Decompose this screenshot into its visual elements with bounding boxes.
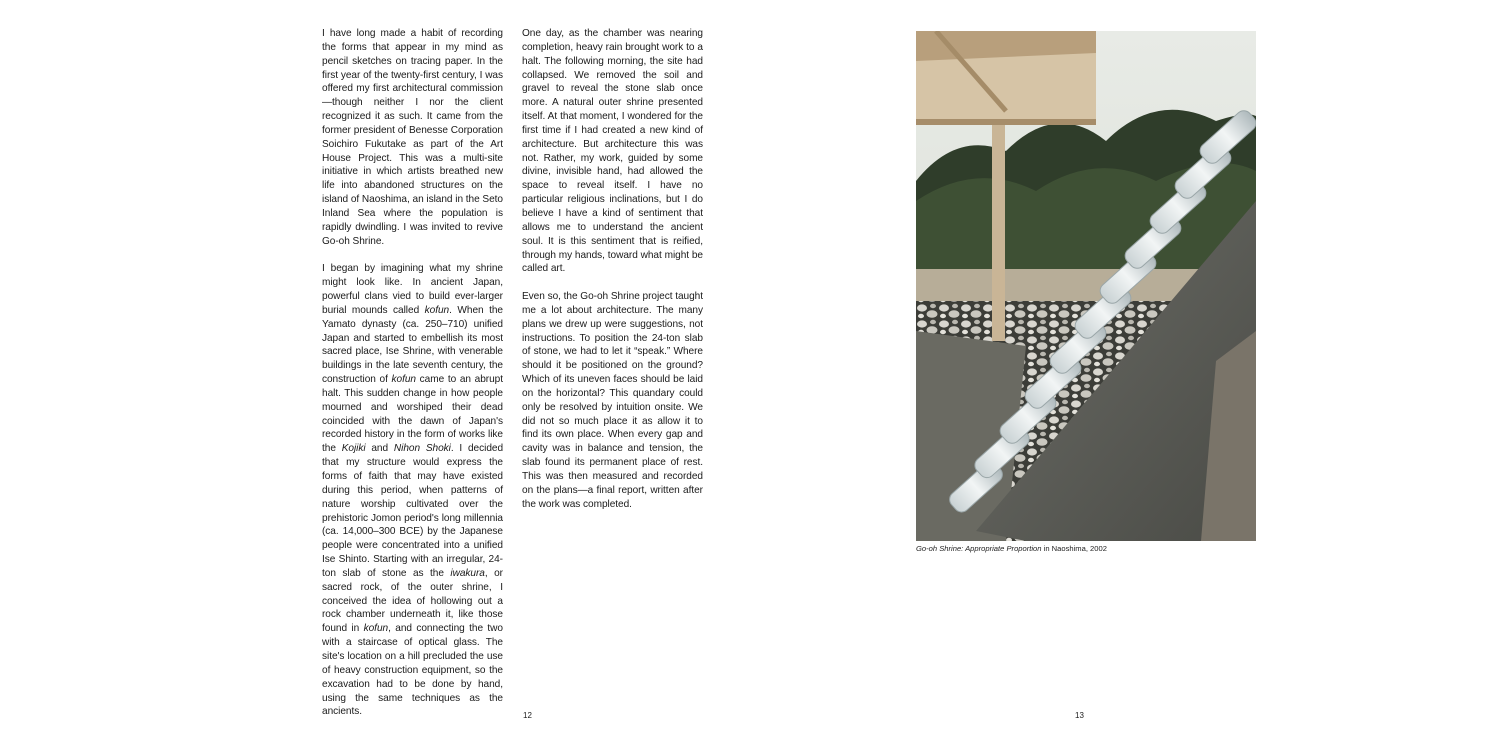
paragraph: Even so, the Go-oh Shrine project taught me a lot about architecture. The many plans we drew up were suggestions, not instructions. To position the 24-ton slab of stone, we had to let it “speak.” Where should it be positioned on the ground? Which of its uneven faces should be laid on the horizontal? This quandary could only be resolved by intuition onsite. We did not so much place it as allow it to find its own place. When every gap and cavity was in balance and tension, the slab found its permanent place of rest. This was then measured and recorded on the plans—a final report, written after the work was completed.: [522, 291, 703, 510]
caption-title: Go-oh Shrine: Appropriate Proportion: [916, 544, 1042, 553]
text-column-left: [322, 27, 503, 733]
page-number-left: 12: [523, 711, 532, 720]
italic-term: kofun: [424, 304, 450, 316]
italic-title: Nihon Shoki: [393, 443, 451, 455]
paragraph: I began by imagining what my shrine might look like. In ancient Japan, powerful clans vied to build ever-larger burial mounds called kofun. When the Yamato dynasty (ca. 250–710) unified Japan and started to embellish its most sacred place, Ise Shrine, with venerable buildings in the late seventh century, the construction of kofun came to an abrupt halt. This sudden change in how people mourned and worshiped their dead coincided with the dawn of Japan's recorded history in the form of works like the Kojiki and Nihon Shoki. I decided that my structure would express the forms of faith that may have existed during this period, when patterns of nature worship cultivated over the prehistoric Jomon period's long millennia (ca. 14,000–300 BCE) by the Japanese people were concentrated into a unified Ise Shinto. Starting with an irregular, 24-ton slab of stone as the iwakura, or sacred rock, of the outer shrine, I conceived the idea of hollowing out a rock chamber underneath it, like those found in kofun, and connecting the two with a staircase of optical glass. The site's location on a hill precluded the use of heavy construction equipment, so the excavation had to be done by hand, using the same techniques as the ancients.: [322, 263, 504, 718]
photo-caption: [916, 544, 1107, 554]
text-column-right: [522, 27, 703, 525]
paragraph: I have long made a habit of recording the forms that appear in my mind as pencil sketches on tracing paper. In the first year of the twenty-first century, I was offered my first architectural commission—though neither I nor the client recognized it as such. It came from the former president of Benesse Corporation Soichiro Fukutake as part of the Art House Project. This was a multi-site initiative in which artists breathed new life into abandoned structures on the island of Naoshima, an island in the Seto Inland Sea where the population is rapidly dwindling. I was invited to revive Go-oh Shrine.: [322, 28, 503, 247]
italic-term: kofun: [363, 623, 389, 635]
italic-title: Kojiki: [341, 443, 366, 455]
shrine-photo: [916, 31, 1256, 541]
italic-term: kofun: [391, 374, 416, 386]
page-number-right: 13: [1075, 711, 1084, 720]
caption-text: in Naoshima, 2002: [1041, 544, 1107, 553]
paragraph: One day, as the chamber was nearing completion, heavy rain brought work to a halt. The following morning, the site had collapsed. We removed the soil and gravel to reveal the stone slab once more. A natural outer shrine presented itself. At that moment, I wondered for the first time if I had created a new kind of architecture. But architecture this was not. Rather, my work, guided by some divine, invisible hand, had allowed the space to reveal itself. I have no particular religious inclinations, but I do believe I have a kind of sentiment that allows me to understand the ancient soul. It is this sentiment that is reified, through my hands, toward what might be called art.: [522, 28, 703, 275]
italic-term: iwakura: [450, 567, 485, 579]
